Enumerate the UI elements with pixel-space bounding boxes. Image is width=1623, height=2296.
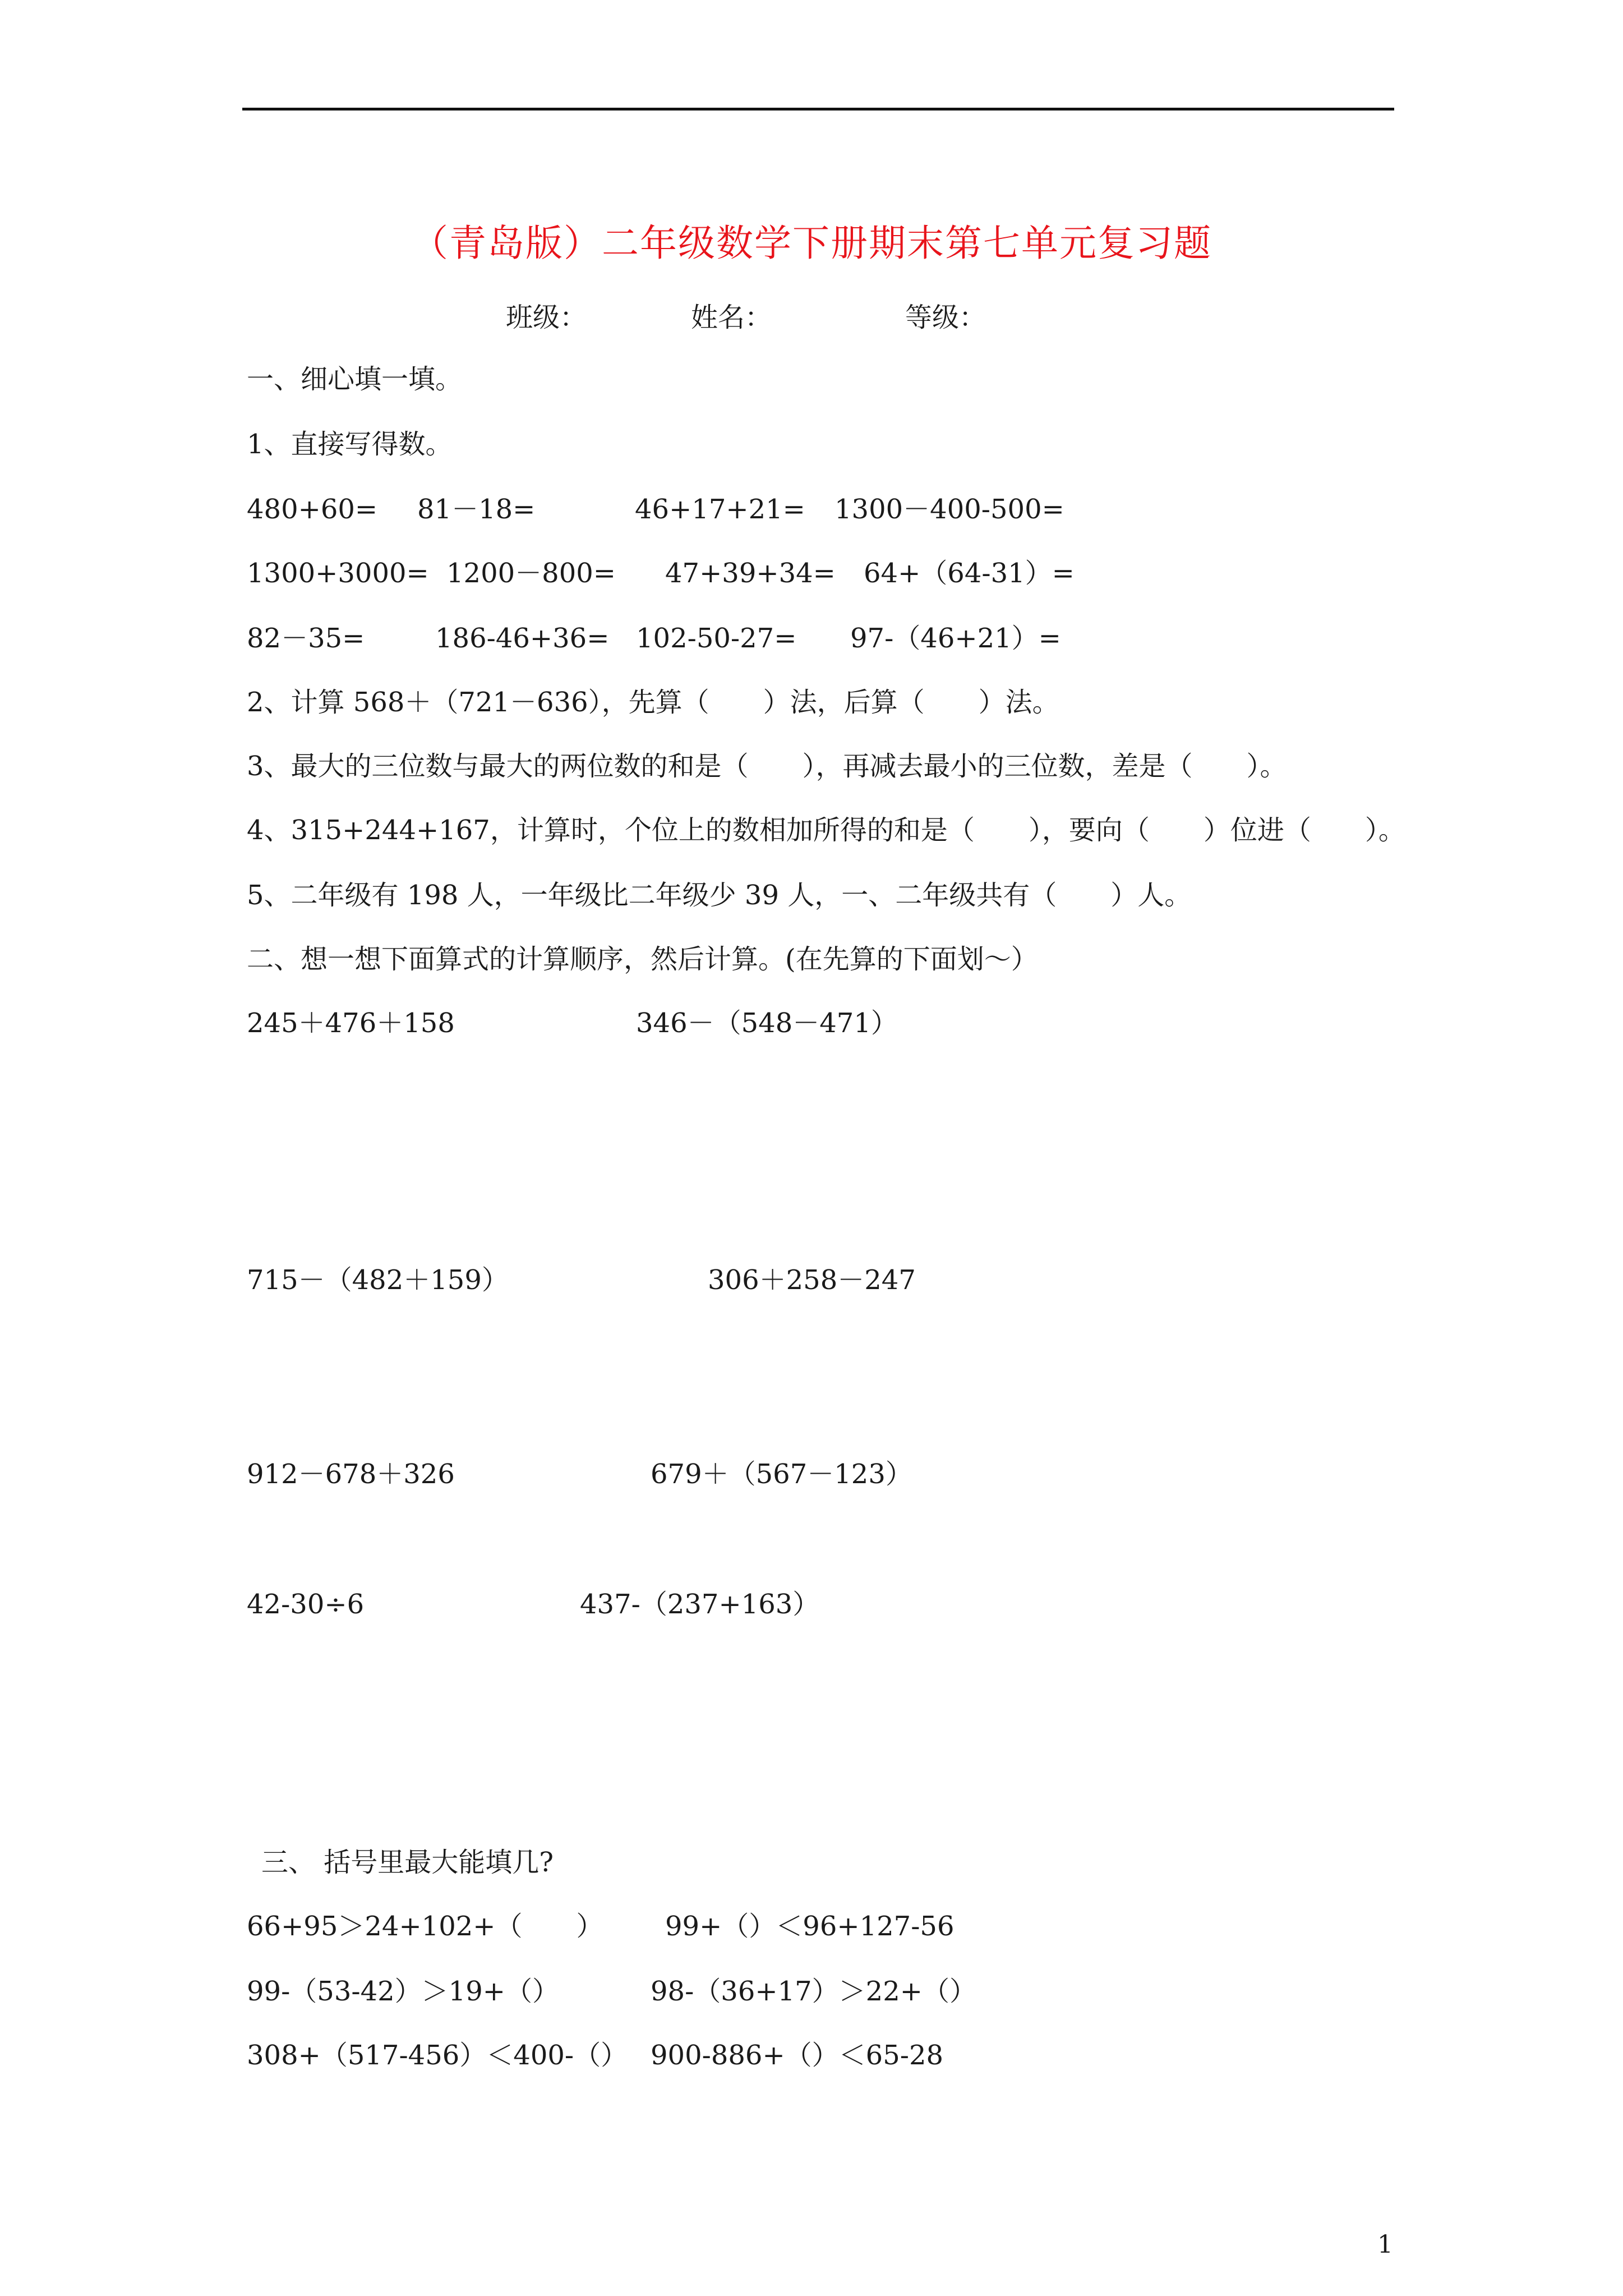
q1-item: 46+17+21=	[635, 494, 805, 525]
calc-problem: 306＋258－247	[708, 1264, 916, 1296]
calc-problem: 715－（482＋159）	[247, 1264, 509, 1296]
q3-text: 3、最大的三位数与最大的两位数的和是（ ），再减去最小的三位数，差是（ ）。	[247, 751, 1287, 782]
class-label: 班级：	[506, 302, 587, 333]
fill-problem: 900-886+（）＜65-28	[651, 2040, 944, 2071]
calc-problem: 437-（237+163）	[580, 1589, 820, 1620]
calc-problem: 42-30÷6	[247, 1589, 365, 1620]
q1-item: 64+（64-31）=	[864, 558, 1075, 589]
fill-problem: 308+（517-456）＜400-（）	[247, 2040, 628, 2071]
q1-item: 1300－400-500=	[834, 494, 1064, 525]
q1-item: 1300+3000=	[247, 558, 429, 589]
q1-item: 1200－800=	[446, 558, 616, 589]
section2-heading: 二、想一想下面算式的计算顺序，然后计算。(在先算的下面划～）	[247, 944, 1038, 975]
q1-item: 97-（46+21）=	[850, 623, 1061, 654]
header-rule	[242, 108, 1394, 111]
fill-problem: 99+（）＜96+127-56	[665, 1911, 955, 1942]
calc-problem: 346－（548－471）	[636, 1007, 898, 1039]
calc-problem: 245＋476＋158	[247, 1007, 455, 1039]
q4-text: 4、315+244+167，计算时，个位上的数相加所得的和是（ ），要向（ ）位进（ ）。	[247, 815, 1405, 846]
name-label: 姓名：	[691, 302, 772, 333]
q2-text: 2、计算 568＋（721－636），先算（ ）法，后算（ ）法。	[247, 687, 1059, 718]
calc-problem: 912－678＋326	[247, 1458, 455, 1490]
q5-text: 5、二年级有 198 人，一年级比二年级少 39 人，一、二年级共有（ ）人。	[247, 880, 1192, 911]
q1-item: 47+39+34=	[665, 558, 836, 589]
section3-heading: 三、 括号里最大能填几?	[261, 1847, 554, 1878]
q1-label: 1、直接写得数。	[247, 429, 453, 460]
page-number: 1	[1377, 2230, 1393, 2259]
grade-label: 等级：	[905, 302, 986, 333]
fill-problem: 98-（36+17）＞22+（）	[651, 1976, 976, 2007]
calc-problem: 679＋（567－123）	[651, 1458, 912, 1490]
q1-item: 102-50-27=	[636, 623, 797, 654]
q1-item: 186-46+36=	[435, 623, 610, 654]
fill-problem: 66+95＞24+102+（ ）	[247, 1911, 603, 1942]
q1-item: 82－35=	[247, 623, 365, 654]
fill-problem: 99-（53-42）＞19+（）	[247, 1976, 559, 2007]
section1-heading: 一、细心填一填。	[247, 364, 463, 395]
q1-item: 81－18=	[417, 494, 536, 525]
document-title: （青岛版）二年级数学下册期末第七单元复习题	[411, 222, 1212, 265]
q1-item: 480+60=	[247, 494, 378, 525]
